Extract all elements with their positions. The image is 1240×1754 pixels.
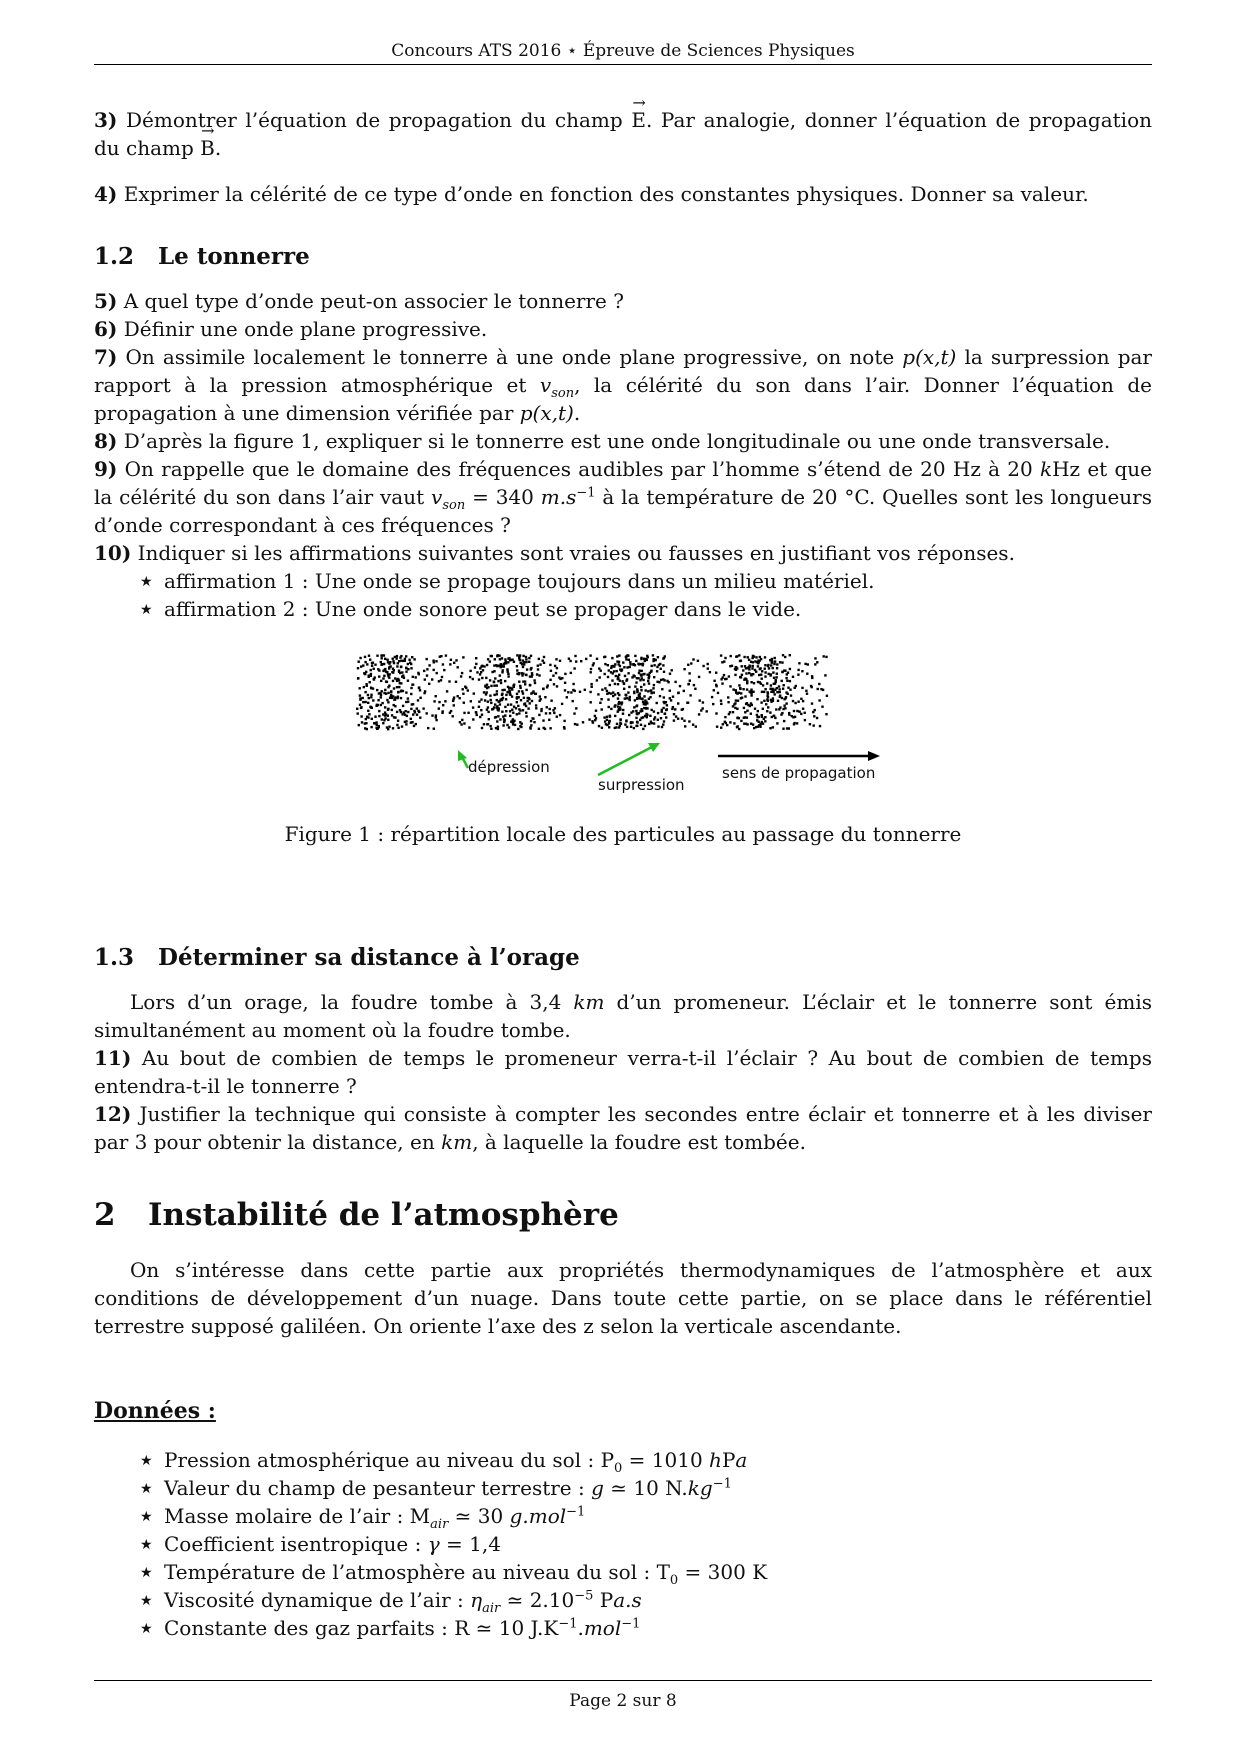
question-number: 8): [94, 429, 118, 453]
vector-b: → B: [200, 134, 215, 162]
affirmation-item: ★ affirmation 1 : Une onde se propage toujours dans un milieu matériel.: [140, 567, 874, 596]
question-9: 9) On rappelle que le domaine des fréquences audibles par l’homme s’étend de 20 Hz à 20 kHz et que la célérité du son dans l’air vaut $v_{son} = 340$ $m.s^{-1}$ à la température de 20 °C. Quelles sont les longueurs d’onde correspondant à ces fréquences ?: [94, 457, 1153, 537]
star-bullet-icon: ★: [140, 1593, 153, 1609]
question-number: 4): [94, 182, 118, 206]
surpression-arrow: [598, 747, 652, 775]
question-11: 11) Au bout de combien de temps le promeneur verra-t-il l’éclair ? Au bout de combien de temps entendra-t-il le tonnerre ?: [94, 1046, 1152, 1098]
data-item-pressure: ★ Pression atmosphérique au niveau du sol : $P_0 = 1010$ hPa: [140, 1448, 748, 1476]
footer-rule: [94, 1680, 1152, 1681]
question-number: 7): [94, 345, 118, 369]
data-item-isentropic: ★ Coefficient isentropique : γ = 1,4: [140, 1530, 501, 1559]
star-bullet-icon: ★: [140, 574, 153, 590]
header-rule: [94, 64, 1152, 65]
data-item-viscosity: ★ Viscosité dynamique de l’air : $\eta_{air}$ ≃ $2.10^{-5}$ Pa.s: [140, 1588, 642, 1616]
star-bullet-icon: ★: [140, 1509, 153, 1525]
page-footer: Page 2 sur 8: [569, 1691, 677, 1711]
figure-1-caption: Figure 1 : répartition locale des particules au passage du tonnerre: [284, 822, 962, 846]
question-8: 8) D’après la figure 1, expliquer si le tonnerre est une onde longitudinale ou une onde transversale.: [94, 429, 1111, 453]
label-propagation-direction: sens de propagation: [722, 764, 876, 782]
question-number: 3): [94, 108, 118, 132]
star-bullet-icon: ★: [140, 602, 153, 618]
question-6: 6) Définir une onde plane progressive.: [94, 317, 488, 341]
data-item-gas-constant: ★ Constante des gaz parfaits : R ≃ 10 $J.K^{-1}.mol^{-1}$: [140, 1614, 640, 1643]
question-5: 5) A quel type d’onde peut-on associer le tonnerre ?: [94, 289, 624, 313]
question-7: 7) On assimile localement le tonnerre à une onde plane progressive, on note p(x,t) la surpression par rapport à la pression atmosphérique et $v_{son}$, la célérité du son dans l’air. Donner l’équation de propagation à une dimension vérifiée par p(x,t).: [94, 345, 1152, 425]
propagation-arrowhead-icon: [868, 751, 880, 761]
star-bullet-icon: ★: [140, 1565, 153, 1581]
section-1-3-heading: 1.3 Déterminer sa distance à l’orage: [94, 944, 580, 971]
data-item-temperature: ★ Température de l’atmosphère au niveau du sol : $T_0 = 300$ K: [140, 1560, 768, 1588]
star-bullet-icon: ★: [140, 1621, 153, 1637]
question-number: 12): [94, 1102, 132, 1126]
question-number: 6): [94, 317, 118, 341]
label-surpression: surpression: [598, 776, 685, 794]
question-10: 10) Indiquer si les affirmations suivantes sont vraies ou fausses en justifiant vos réponses.: [94, 541, 1015, 565]
chapter-2-heading: 2 Instabilité de l’atmosphère: [94, 1197, 619, 1233]
page-header: Concours ATS 2016 ⋆ Épreuve de Sciences Physiques: [391, 41, 855, 61]
figure-1: [350, 650, 890, 795]
section-1-2-heading: 1.2 Le tonnerre: [94, 243, 310, 270]
data-item-gravity: ★ Valeur du champ de pesanteur terrestre : g ≃ 10 $N.kg^{-1}$: [140, 1474, 732, 1503]
vector-e: → E: [631, 106, 646, 134]
depression-arrowhead-icon: [458, 750, 467, 761]
affirmation-item: ★ affirmation 2 : Une onde sonore peut se propager dans le vide.: [140, 595, 801, 624]
question-12: 12) Justifier la technique qui consiste à compter les secondes entre éclair et tonnerre et à les diviser par 3 pour obtenir la distance, en km, à laquelle la foudre est tombée.: [94, 1102, 1152, 1154]
particle-dots: [356, 654, 828, 730]
star-bullet-icon: ★: [140, 1537, 153, 1553]
question-number: 11): [94, 1046, 132, 1070]
section-1-3-intro: Lors d’un orage, la foudre tombe à 3,4 km d’un promeneur. L’éclair et le tonnerre sont émis simultanément au moment où la foudre tombe.: [94, 990, 1152, 1042]
star-bullet-icon: ★: [140, 1481, 153, 1497]
donnees-heading: Données :: [94, 1398, 216, 1424]
data-item-molar-mass: ★ Masse molaire de l’air : $M_{air}$ ≃ 30 g.mol$^{-1}$: [140, 1504, 586, 1532]
question-number: 10): [94, 541, 132, 565]
chapter-2-intro: On s’intéresse dans cette partie aux propriétés thermodynamiques de l’atmosphère et aux conditions de développement d’un nuage. Dans toute cette partie, on se place dans le référentiel terrestre supposé galiléen. On oriente l’axe des z selon la verticale ascendante.: [94, 1258, 1152, 1338]
question-number: 9): [94, 457, 118, 481]
star-bullet-icon: ★: [140, 1453, 153, 1469]
label-depression: dépression: [468, 758, 550, 776]
question-3: 3) Démontrer l’équation de propagation du champ → E. Par analogie, donner l’équation de propagation du champ → B.: [94, 106, 1152, 162]
question-4: 4) Exprimer la célérité de ce type d’onde en fonction des constantes physiques. Donner sa valeur.: [94, 182, 1089, 206]
question-number: 5): [94, 289, 118, 313]
